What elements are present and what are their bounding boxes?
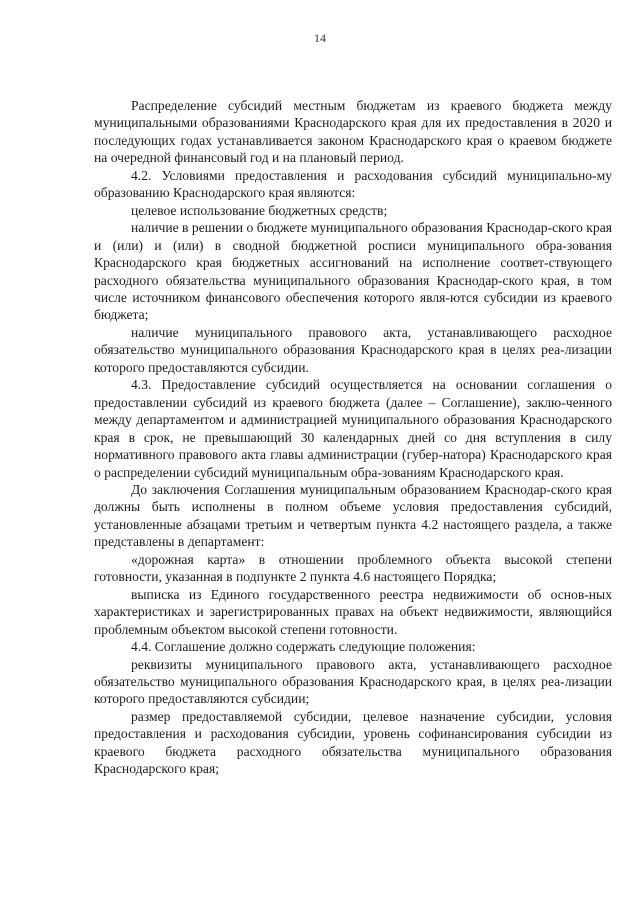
page-number: 14 <box>314 31 326 45</box>
paragraph-condition-target-use: целевое использование бюджетных средств; <box>131 202 388 218</box>
document-body <box>94 97 612 778</box>
paragraph-road-map: «дорожная карта» в отношении проблемного объекта высокой степени готовности, указанная в подпункте 2 пункта 4.6 настоящего Порядка; <box>94 551 612 585</box>
paragraph-subsidy-amount: размер предоставляемой субсидии, целевое назначение субсидии, условия предоставления и расходования субсидии, уровень софинансирования субсидии из краевого бюджета расходного обязательства муниципального образования Краснодарского края; <box>94 708 612 777</box>
paragraph-subsidy-distribution: Распределение субсидий местным бюджетам из краевого бюджета между муниципальными образованиями Краснодарского края для их предоставления в 2020 и последующих годах устанавливается законом Краснодарского края о краевом бюджете на очередной финансовый год и на плановый период. <box>94 98 612 166</box>
paragraph-legal-act-details: реквизиты муниципального правового акта, устанавливающего расходное обязательство муниципального образования Краснодарского края, в целях реа-лизации которого предоставляются субсидии; <box>94 656 612 707</box>
paragraph-4-3-agreement: 4.3. Предоставление субсидий осуществляется на основании соглашения о предоставлении субсидий из краевого бюджета (далее – Соглашение), заклю-ченного между департаментом и администрацией муниципального образования Краснодарского края в срок, не превышающий 30 календарных дней со дня вступления в силу нормативного правового акта главы администрации (губер-натора) Краснодарского края о распределении субсидий муниципальным обра-зованиям Краснодарского края. <box>94 377 612 480</box>
paragraph-before-agreement: До заключения Соглашения муниципальным образованием Краснодар-ского края должны быть исполнены в полном объеме условия предоставления субсидий, установленные абзацами третьим и четвертым пункта 4.2 настоящего раздела, а также представлены в департамент: <box>94 481 612 550</box>
paragraph-condition-budget-allocations: наличие в решении о бюджете муниципального образования Краснодар-ского края и (или) и (или) в сводной бюджетной росписи муниципального обра-зования Краснодарского края бюджетных ассигнований на исполнение соответ-ствующего расходного обязательства муниципального образования Краснодар-ского края, в том числе источником финансового обеспечения которого явля-ются субсидии из краевого бюджета; <box>94 220 612 323</box>
paragraph-registry-extract: выписка из Единого государственного реестра недвижимости об основ-ных характеристиках и зарегистрированных правах на объект недвижимости, являющийся проблемным объектом высокой степени готовности. <box>94 586 612 637</box>
paragraph-4-4-heading: 4.4. Соглашение должно содержать следующие положения: <box>131 639 476 655</box>
paragraph-condition-legal-act: наличие муниципального правового акта, устанавливающего расходное обязательство муниципального образования Краснодарского края в целях реа-лизации которого предоставляются субсидии. <box>94 324 612 375</box>
paragraph-4-2-heading: 4.2. Условиями предоставления и расходования субсидий муниципально-му образованию Краснодарского края являются: <box>94 167 612 201</box>
